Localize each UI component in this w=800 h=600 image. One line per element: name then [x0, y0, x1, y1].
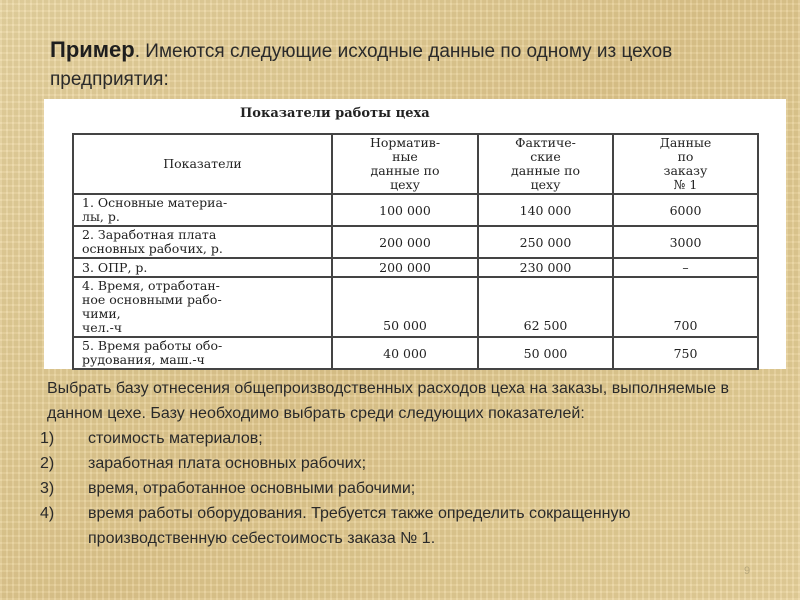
row-actual: 250 000	[478, 226, 613, 258]
table-row	[73, 277, 758, 337]
row-normative: 200 000	[332, 258, 478, 277]
header-indicators: Показатели	[73, 134, 332, 194]
row-normative: 100 000	[332, 194, 478, 226]
list-item-text: время работы оборудования. Требуется также определить сокращенную производственную себестоимость заказа № 1.	[88, 505, 631, 547]
row-normative: 200 000	[332, 226, 478, 258]
row-order: 700	[613, 277, 758, 337]
row-label: 4. Время, отработан- ное основными рабо- чими, чел.-ч	[73, 277, 332, 337]
table-header-row	[73, 134, 758, 194]
list-item	[40, 476, 747, 501]
list-item-number: 1)	[40, 430, 55, 447]
list-item-number: 3)	[40, 480, 55, 497]
list-item-text: заработная плата основных рабочих;	[88, 455, 367, 472]
row-normative: 50 000	[332, 277, 478, 337]
task-intro: Выбрать базу отнесения общепроизводственных расходов цеха на заказы, выполняемые в данном цехе. Базу необходимо выбрать среди следующих показателей:	[47, 380, 729, 422]
table-row	[73, 226, 758, 258]
task-text	[40, 376, 747, 551]
header-order: Данные по заказу № 1	[613, 134, 758, 194]
header-actual: Фактиче- ские данные по цеху	[478, 134, 613, 194]
row-label: 2. Заработная плата основных рабочих, р.	[73, 226, 332, 258]
row-actual: 140 000	[478, 194, 613, 226]
header-normative: Норматив- ные данные по цеху	[332, 134, 478, 194]
bases-list	[40, 426, 747, 551]
row-actual: 230 000	[478, 258, 613, 277]
row-order: –	[613, 258, 758, 277]
indicators-table-image	[44, 99, 786, 369]
table-row	[73, 337, 758, 369]
row-order: 3000	[613, 226, 758, 258]
row-order: 750	[613, 337, 758, 369]
indicators-table	[72, 133, 759, 370]
table-title: Показатели работы цеха	[240, 106, 430, 121]
list-item-text: стоимость материалов;	[88, 430, 263, 447]
table-row	[73, 258, 758, 277]
list-item-number: 4)	[40, 505, 55, 522]
slide-heading	[50, 36, 760, 94]
row-actual: 62 500	[478, 277, 613, 337]
row-order: 6000	[613, 194, 758, 226]
heading-lead: Пример	[50, 37, 135, 62]
page-number: 9	[744, 565, 751, 577]
list-item	[40, 451, 747, 476]
row-actual: 50 000	[478, 337, 613, 369]
list-item	[40, 501, 747, 551]
row-normative: 40 000	[332, 337, 478, 369]
row-label: 3. ОПР, р.	[73, 258, 332, 277]
table-row	[73, 194, 758, 226]
list-item	[40, 426, 747, 451]
row-label: 1. Основные материа- лы, р.	[73, 194, 332, 226]
heading-rest: . Имеются следующие исходные данные по одному из цехов предприятия:	[50, 41, 673, 90]
list-item-text: время, отработанное основными рабочими;	[88, 480, 416, 497]
row-label: 5. Время работы обо- рудования, маш.-ч	[73, 337, 332, 369]
list-item-number: 2)	[40, 455, 55, 472]
